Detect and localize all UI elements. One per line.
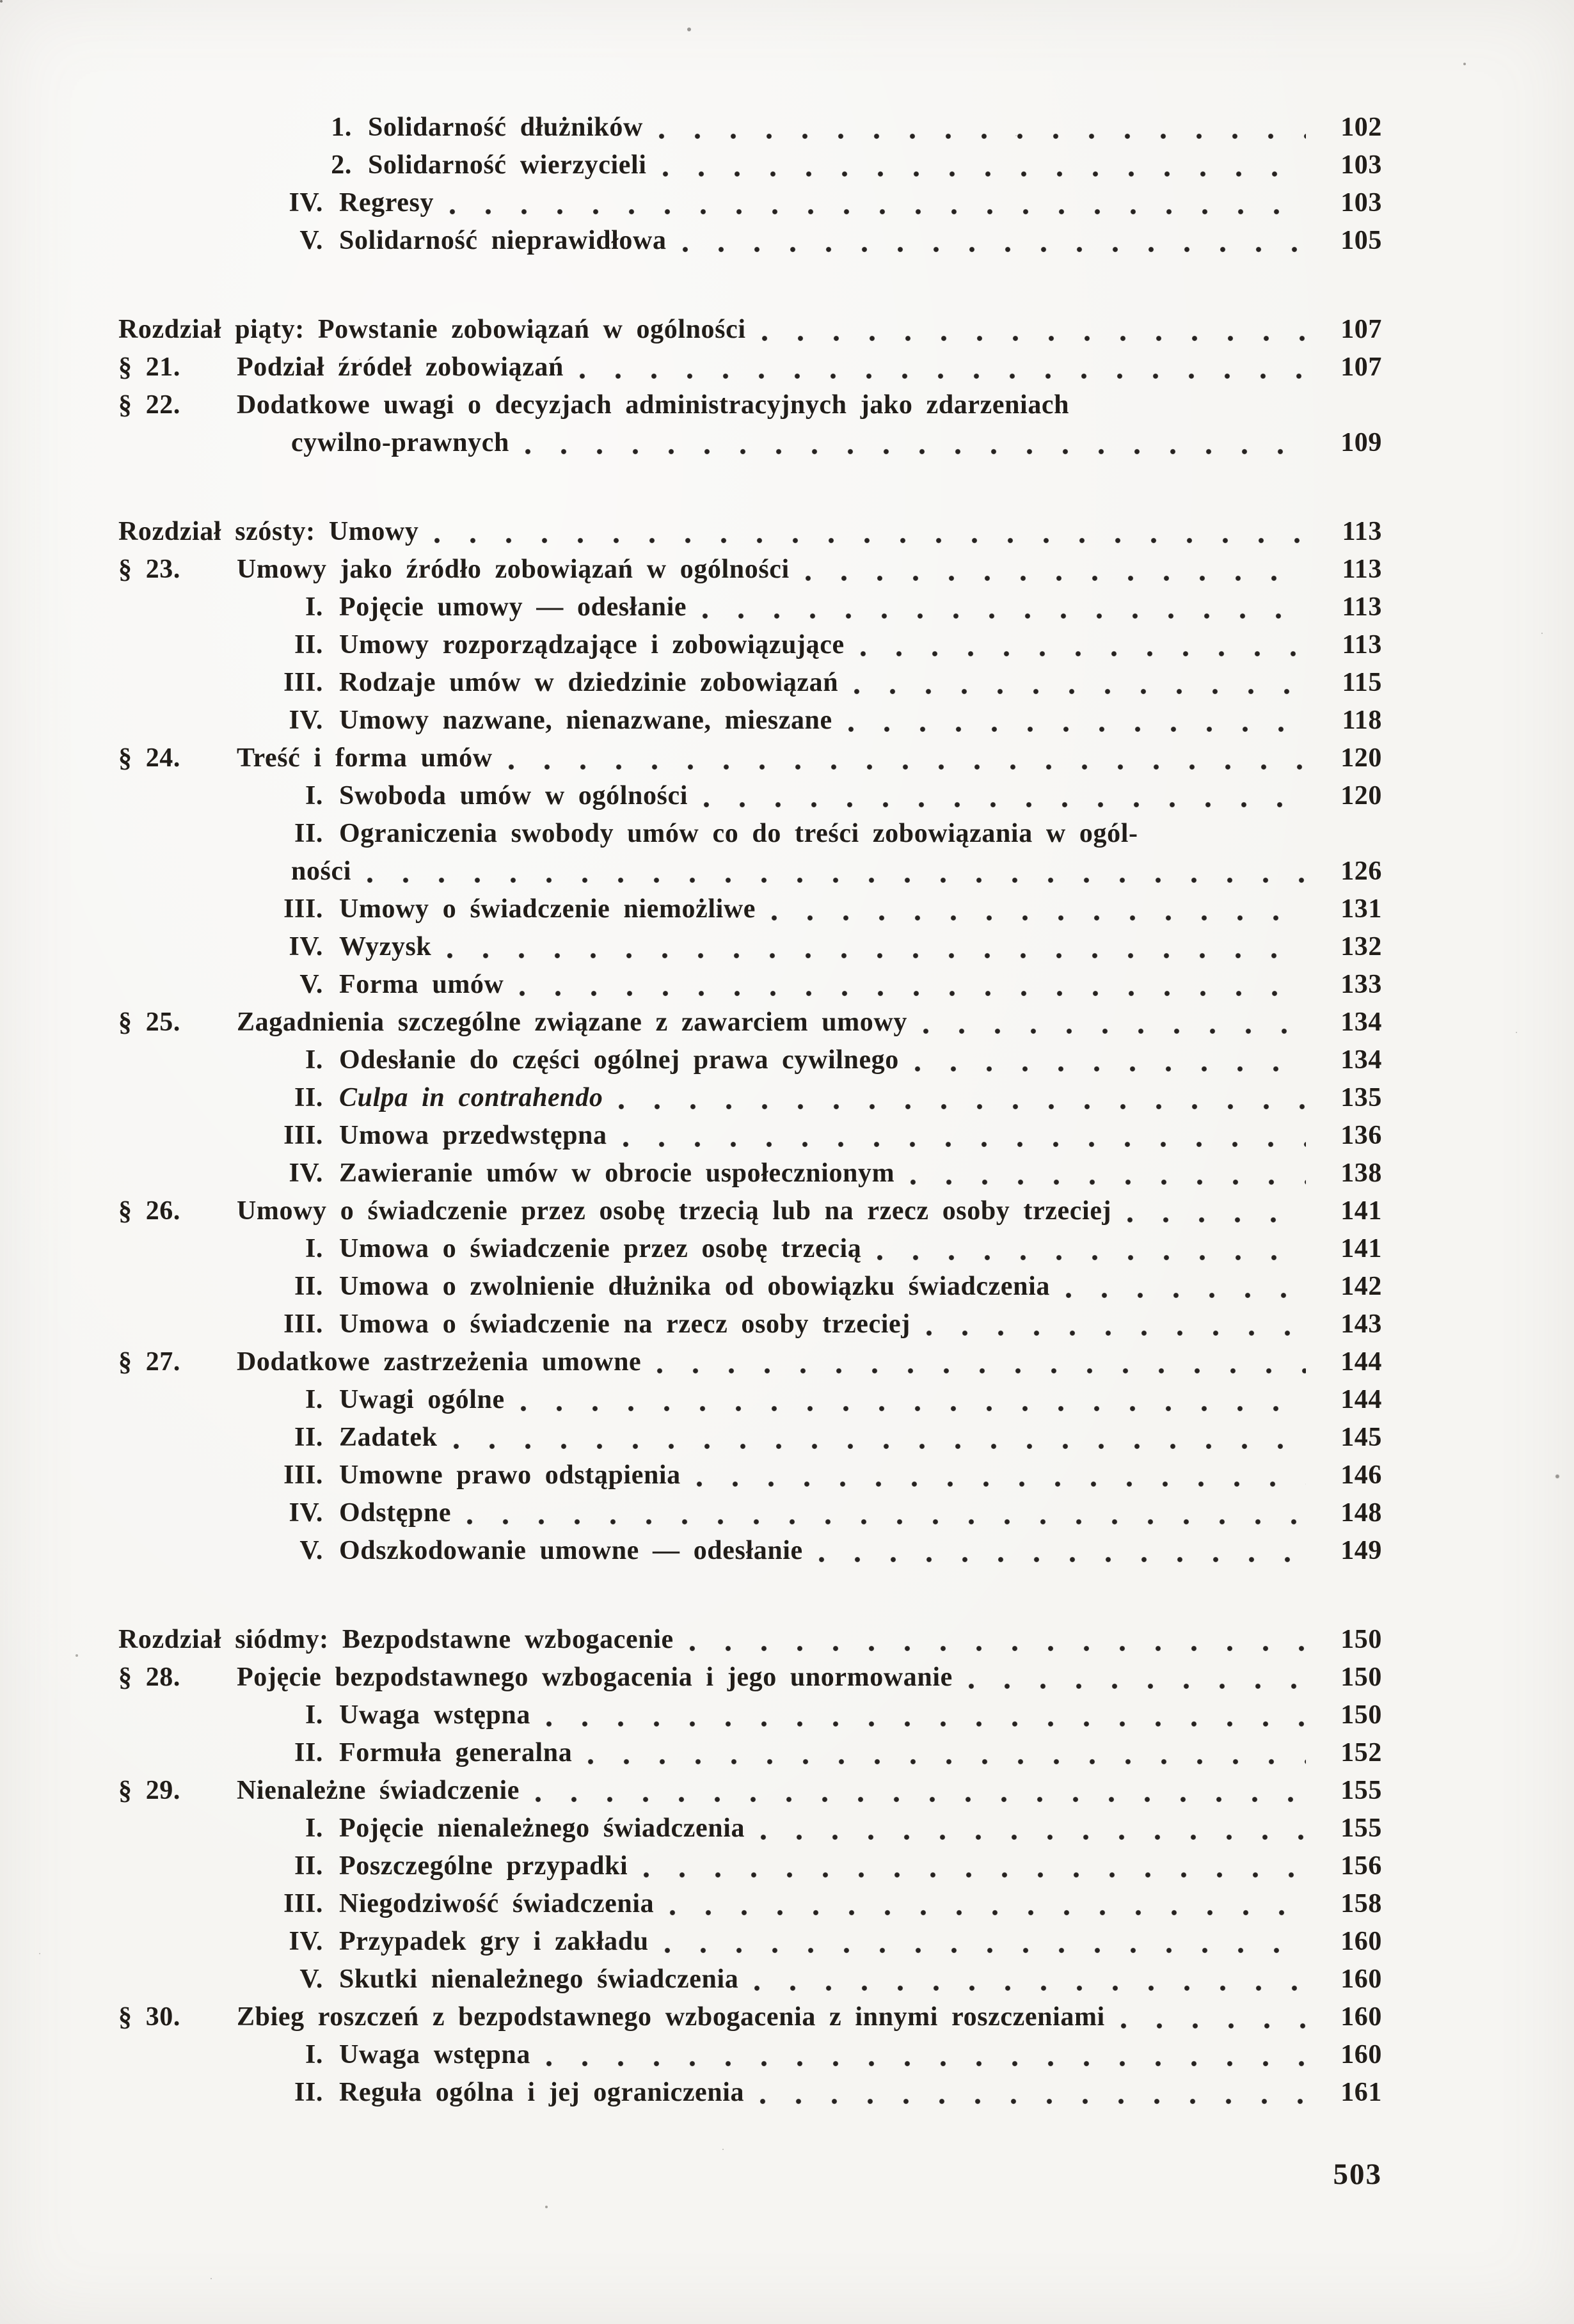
toc-entry (118, 311, 1382, 349)
toc-entry-title: Zagadnienia szczególne związane z zawarciem umowy (237, 1008, 907, 1037)
toc-entry-page: 158 (1340, 1889, 1382, 1918)
toc-entry-marker: III. (283, 1460, 323, 1490)
toc-entry-page: 103 (1340, 150, 1382, 180)
toc-entry-title: Umowa o świadczenie przez osobę trzecią (339, 1234, 862, 1263)
toc-entry-page: 150 (1340, 1625, 1382, 1654)
toc-entry-title: Zawieranie umów w obrocie uspołecznionym (339, 1158, 895, 1188)
dot-leader (914, 1064, 1306, 1073)
dot-leader (754, 1984, 1306, 1993)
toc-entry-title: ności (291, 857, 352, 886)
toc-entry-page: 141 (1340, 1234, 1382, 1263)
toc-entry (118, 184, 1382, 222)
toc-entry-title: Forma umów (339, 970, 504, 999)
toc-entry-title: Uwaga wstępna (339, 2040, 530, 2069)
toc-entry-page: 103 (1340, 188, 1382, 217)
dot-leader (656, 1366, 1306, 1375)
toc-entry-title: Formuła generalna (339, 1738, 573, 1767)
toc-entry (118, 1494, 1382, 1532)
toc-entry (118, 1847, 1382, 1885)
toc-entry (118, 1230, 1382, 1268)
toc-entry-marker: I. (305, 781, 323, 810)
dot-leader (818, 1555, 1306, 1564)
toc-entry-marker: III. (283, 1121, 323, 1150)
toc-entry-page: 113 (1342, 517, 1382, 546)
dot-leader (664, 1946, 1306, 1955)
toc-entry-marker: II. (294, 630, 323, 660)
toc-entry (118, 1343, 1382, 1381)
toc-entry-page: 118 (1342, 706, 1382, 735)
dot-leader (682, 245, 1306, 254)
dot-leader (449, 207, 1306, 216)
toc-entry-title: Niegodziwość świadczenia (339, 1889, 655, 1918)
toc-entry (118, 1306, 1382, 1343)
toc-entry-marker: V. (299, 1964, 323, 1994)
toc-entry (118, 1155, 1382, 1192)
dot-leader (434, 536, 1306, 545)
dot-leader (658, 132, 1306, 141)
dot-leader (535, 1795, 1306, 1804)
toc-entry-marker: III. (283, 1309, 323, 1339)
toc-entry-marker: § 23. (118, 555, 180, 584)
dot-leader (910, 1178, 1306, 1187)
toc-entry-page: 152 (1340, 1738, 1382, 1767)
toc-entry-title: Dodatkowe uwagi o decyzjach administracyjnych jako zdarzeniach (237, 390, 1070, 420)
toc-entry-marker: IV. (289, 1158, 323, 1188)
dot-leader (760, 1833, 1306, 1842)
toc-entry-page: 120 (1340, 743, 1382, 773)
dot-leader (519, 989, 1306, 998)
toc-entry-page: 115 (1342, 668, 1382, 697)
toc-entry (118, 928, 1382, 966)
toc-entry-marker: III. (283, 1889, 323, 1918)
toc-entry (118, 1457, 1382, 1494)
dot-leader (453, 1442, 1306, 1451)
dot-leader (759, 2097, 1306, 2106)
toc-entry-marker: § 26. (118, 1196, 180, 1226)
toc-entry-page: 134 (1340, 1045, 1382, 1075)
toc-entry-title: Przypadek gry i zakładu (339, 1927, 649, 1956)
toc-entry-marker: IV. (289, 188, 323, 217)
toc-entry-page: 141 (1340, 1196, 1382, 1226)
toc-entry-page: 160 (1340, 1927, 1382, 1956)
page-number: 503 (1333, 2158, 1382, 2191)
toc-entry (118, 890, 1382, 928)
toc-entry (118, 1419, 1382, 1457)
toc-entry (118, 513, 1382, 551)
dot-leader (520, 1404, 1306, 1413)
toc-entry-page: 126 (1340, 857, 1382, 886)
toc-entry (118, 1268, 1382, 1306)
toc-entry (118, 1532, 1382, 1570)
dot-leader (1120, 2021, 1306, 2030)
toc-entry-marker: IV. (289, 706, 323, 735)
dot-leader (546, 2059, 1306, 2068)
toc-entry-marker: V. (299, 970, 323, 999)
toc-entry-marker: II. (294, 1272, 323, 1301)
toc-entry-page: 146 (1340, 1460, 1382, 1490)
toc-entry-marker: § 24. (118, 743, 180, 773)
dot-leader (623, 1140, 1306, 1149)
toc-entry (118, 664, 1382, 702)
toc-entry-title: cywilno-prawnych (291, 428, 509, 457)
toc-entry-title: Treść i forma umów (237, 743, 493, 773)
toc-entry-page: 113 (1342, 555, 1382, 584)
toc-entry (118, 626, 1382, 664)
toc-entry-title: Wyzysk (339, 932, 432, 961)
toc-entry (118, 1772, 1382, 1810)
toc-entry-marker: I. (305, 1700, 323, 1730)
dot-leader (805, 574, 1306, 583)
dot-leader (525, 447, 1306, 456)
toc-entry (118, 551, 1382, 589)
dot-leader (702, 612, 1306, 621)
dot-leader (669, 1908, 1306, 1917)
toc-entry-marker: IV. (289, 932, 323, 961)
toc-entry (118, 1810, 1382, 1847)
toc-entry-title: Umowa przedwstępna (339, 1121, 607, 1150)
dot-leader (923, 1027, 1306, 1036)
toc-entry (118, 349, 1382, 386)
toc-entry-marker: 1. (331, 113, 352, 142)
toc-entry (118, 1659, 1382, 1696)
toc-block (118, 513, 1382, 1570)
toc-entry-title: Podział źródeł zobowiązań (237, 352, 564, 382)
toc-entry (118, 1734, 1382, 1772)
toc-entry-page: 135 (1340, 1083, 1382, 1112)
dot-leader (447, 951, 1306, 960)
toc-entry (118, 739, 1382, 777)
toc-entry-page: 160 (1340, 1964, 1382, 1994)
dot-leader (367, 876, 1306, 885)
toc-entry (118, 853, 1382, 890)
toc-entry-page: 107 (1340, 315, 1382, 344)
toc-entry-title: Odstępne (339, 1498, 452, 1528)
dot-leader (508, 763, 1306, 771)
toc-entry-marker: § 28. (118, 1663, 180, 1692)
toc-entry (118, 1961, 1382, 1998)
toc-entry-title: Solidarność wierzycieli (368, 150, 647, 180)
toc-entry (118, 1079, 1382, 1117)
toc-entry-page: 155 (1340, 1814, 1382, 1843)
dot-leader (466, 1517, 1306, 1526)
toc-entry-marker: II. (294, 2078, 323, 2107)
toc-entry (118, 1923, 1382, 1961)
dot-leader (854, 687, 1306, 696)
toc-entry-title: Solidarność nieprawidłowa (339, 226, 667, 255)
toc-entry-title: Umowy o świadczenie niemożliwe (339, 894, 756, 924)
toc-entry-page: 148 (1340, 1498, 1382, 1528)
toc-entry-marker: V. (299, 226, 323, 255)
toc-entry-title: Umowa o zwolnienie dłużnika od obowiązku świadczenia (339, 1272, 1050, 1301)
toc-entry-page: 149 (1340, 1536, 1382, 1565)
toc-entry (118, 702, 1382, 739)
dot-leader (877, 1253, 1306, 1262)
toc-entry-marker: § 25. (118, 1008, 180, 1037)
toc-entry-page: 160 (1340, 2002, 1382, 2032)
dot-leader (662, 170, 1306, 178)
toc-entry (118, 966, 1382, 1004)
toc-entry-title: Umowne prawo odstąpienia (339, 1460, 681, 1490)
toc-entry-page: 144 (1340, 1347, 1382, 1377)
toc-entry-title: Reguła ogólna i jej ograniczenia (339, 2078, 745, 2107)
toc-entry (118, 424, 1382, 462)
toc-entry-page: 107 (1340, 352, 1382, 382)
toc-entry (118, 146, 1382, 184)
dot-leader (696, 1480, 1306, 1489)
toc-entry-title: Zbieg roszczeń z bezpodstawnego wzbogacenia z innymi roszczeniami (237, 2002, 1105, 2032)
toc-entry (118, 815, 1382, 853)
toc-entry-marker: § 30. (118, 2002, 180, 2032)
dot-leader (771, 913, 1306, 922)
dot-leader (587, 1757, 1306, 1766)
dot-leader (761, 334, 1306, 343)
toc-entry (118, 1117, 1382, 1155)
dot-leader (860, 649, 1306, 658)
toc-entry-marker: II. (294, 1851, 323, 1881)
toc-entry-page: 150 (1340, 1700, 1382, 1730)
scan-specks (0, 0, 3, 3)
toc-entry-title: Pojęcie bezpodstawnego wzbogacenia i jego unormowanie (237, 1663, 953, 1692)
toc-entry-page: 131 (1340, 894, 1382, 924)
toc-entry-marker: § 27. (118, 1347, 180, 1377)
toc-entry-marker: 2. (331, 150, 352, 180)
toc-entry-page: 142 (1340, 1272, 1382, 1301)
toc-entry-page: 102 (1340, 113, 1382, 142)
toc-entry-title: Odszkodowanie umowne — odesłanie (339, 1536, 803, 1565)
dot-leader (926, 1329, 1306, 1338)
toc-entry-page: 160 (1340, 2040, 1382, 2069)
toc-entry-title: Swoboda umów w ogólności (339, 781, 688, 810)
toc-entry-marker: § 29. (118, 1776, 180, 1805)
toc-entry-marker: II. (294, 1423, 323, 1452)
toc-entry-marker: § 22. (118, 390, 180, 420)
toc-entry-page: 155 (1340, 1776, 1382, 1805)
dot-leader (1065, 1291, 1306, 1300)
toc-entry (118, 1041, 1382, 1079)
toc-entry (118, 1192, 1382, 1230)
toc-entry-page: 113 (1342, 592, 1382, 622)
toc-entry-title: Culpa in contrahendo (339, 1083, 603, 1112)
toc-entry-page: 109 (1340, 428, 1382, 457)
dot-leader (546, 1719, 1306, 1728)
dot-leader (703, 800, 1306, 809)
toc-entry-title: Uwagi ogólne (339, 1385, 505, 1414)
toc-entry-marker: I. (305, 592, 323, 622)
toc-entry-page: 105 (1340, 226, 1382, 255)
dot-leader (848, 725, 1306, 734)
toc-entry-title: Rozdział piąty: Powstanie zobowiązań w ogólności (118, 315, 746, 344)
toc-entry (118, 589, 1382, 626)
toc-entry-marker: I. (305, 1234, 323, 1263)
toc-entry (118, 1621, 1382, 1659)
toc-entry (118, 1998, 1382, 2036)
dot-leader (579, 372, 1306, 381)
toc-entry (118, 2074, 1382, 2112)
toc-entry-title: Rodzaje umów w dziedzinie zobowiązań (339, 668, 839, 697)
toc-entry-title: Ograniczenia swobody umów co do treści zobowiązania w ogól- (339, 819, 1138, 848)
toc-entry-title: Regresy (339, 188, 434, 217)
toc-entry-marker: IV. (289, 1927, 323, 1956)
dot-leader (643, 1870, 1306, 1879)
toc-entry-page: 113 (1342, 630, 1382, 660)
toc-entry-page: 145 (1340, 1423, 1382, 1452)
toc-entry-marker: I. (305, 2040, 323, 2069)
toc-entry-title: Nienależne świadczenie (237, 1776, 520, 1805)
toc-entry (118, 1381, 1382, 1419)
toc-entry (118, 1696, 1382, 1734)
toc-entry-marker: V. (299, 1536, 323, 1565)
toc-block (118, 311, 1382, 462)
toc-entry-title: Poszczególne przypadki (339, 1851, 628, 1881)
toc-block (118, 109, 1382, 260)
toc-entry-marker: III. (283, 894, 323, 924)
toc-entry-marker: IV. (289, 1498, 323, 1528)
toc-entry-title: Umowy rozporządzające i zobowiązujące (339, 630, 845, 660)
toc-entry-title: Umowy o świadczenie przez osobę trzecią lub na rzecz osoby trzeciej (237, 1196, 1112, 1226)
toc-entry-page: 133 (1340, 970, 1382, 999)
toc-entry-title: Skutki nienależnego świadczenia (339, 1964, 739, 1994)
dot-leader (968, 1682, 1306, 1691)
toc-entry-page: 136 (1340, 1121, 1382, 1150)
toc-entry-title: Umowy nazwane, nienazwane, mieszane (339, 706, 832, 735)
toc-entry-page: 161 (1340, 2078, 1382, 2107)
toc-entry-marker: III. (283, 668, 323, 697)
toc-entry-title: Odesłanie do części ogólnej prawa cywilnego (339, 1045, 899, 1075)
toc-entry-page: 143 (1340, 1309, 1382, 1339)
toc-entry (118, 777, 1382, 815)
toc-entry-title: Umowy jako źródło zobowiązań w ogólności (237, 555, 790, 584)
toc-entry-title: Zadatek (339, 1423, 438, 1452)
dot-leader (689, 1644, 1306, 1653)
dot-leader (618, 1102, 1306, 1111)
toc-entry-title: Umowa o świadczenie na rzecz osoby trzeciej (339, 1309, 910, 1339)
toc-entry (118, 2036, 1382, 2074)
toc-entry-title: Solidarność dłużników (368, 113, 643, 142)
table-of-contents (118, 109, 1382, 2112)
toc-entry-marker: II. (294, 1083, 323, 1112)
toc-entry-page: 134 (1340, 1008, 1382, 1037)
toc-entry-title: Rozdział siódmy: Bezpodstawne wzbogacenie (118, 1625, 674, 1654)
toc-block (118, 1621, 1382, 2112)
toc-entry (118, 222, 1382, 260)
toc-entry-title: Pojęcie nienależnego świadczenia (339, 1814, 745, 1843)
toc-entry-marker: I. (305, 1385, 323, 1414)
toc-entry-title: Rozdział szósty: Umowy (118, 517, 419, 546)
toc-entry (118, 1004, 1382, 1041)
toc-entry-page: 120 (1340, 781, 1382, 810)
toc-entry-page: 156 (1340, 1851, 1382, 1881)
toc-entry-marker: II. (294, 819, 323, 848)
toc-entry-page: 144 (1340, 1385, 1382, 1414)
toc-entry-marker: II. (294, 1738, 323, 1767)
toc-entry-page: 132 (1340, 932, 1382, 961)
toc-entry-title: Dodatkowe zastrzeżenia umowne (237, 1347, 642, 1377)
toc-entry-marker: I. (305, 1814, 323, 1843)
toc-entry-page: 150 (1340, 1663, 1382, 1692)
toc-entry (118, 1885, 1382, 1923)
toc-entry-marker: I. (305, 1045, 323, 1075)
toc-entry-title: Pojęcie umowy — odesłanie (339, 592, 687, 622)
toc-entry-page: 138 (1340, 1158, 1382, 1188)
toc-entry-title: Uwaga wstępna (339, 1700, 530, 1730)
toc-entry (118, 386, 1382, 424)
dot-leader (1127, 1215, 1306, 1224)
toc-entry-marker: § 21. (118, 352, 180, 382)
toc-entry (118, 109, 1382, 146)
